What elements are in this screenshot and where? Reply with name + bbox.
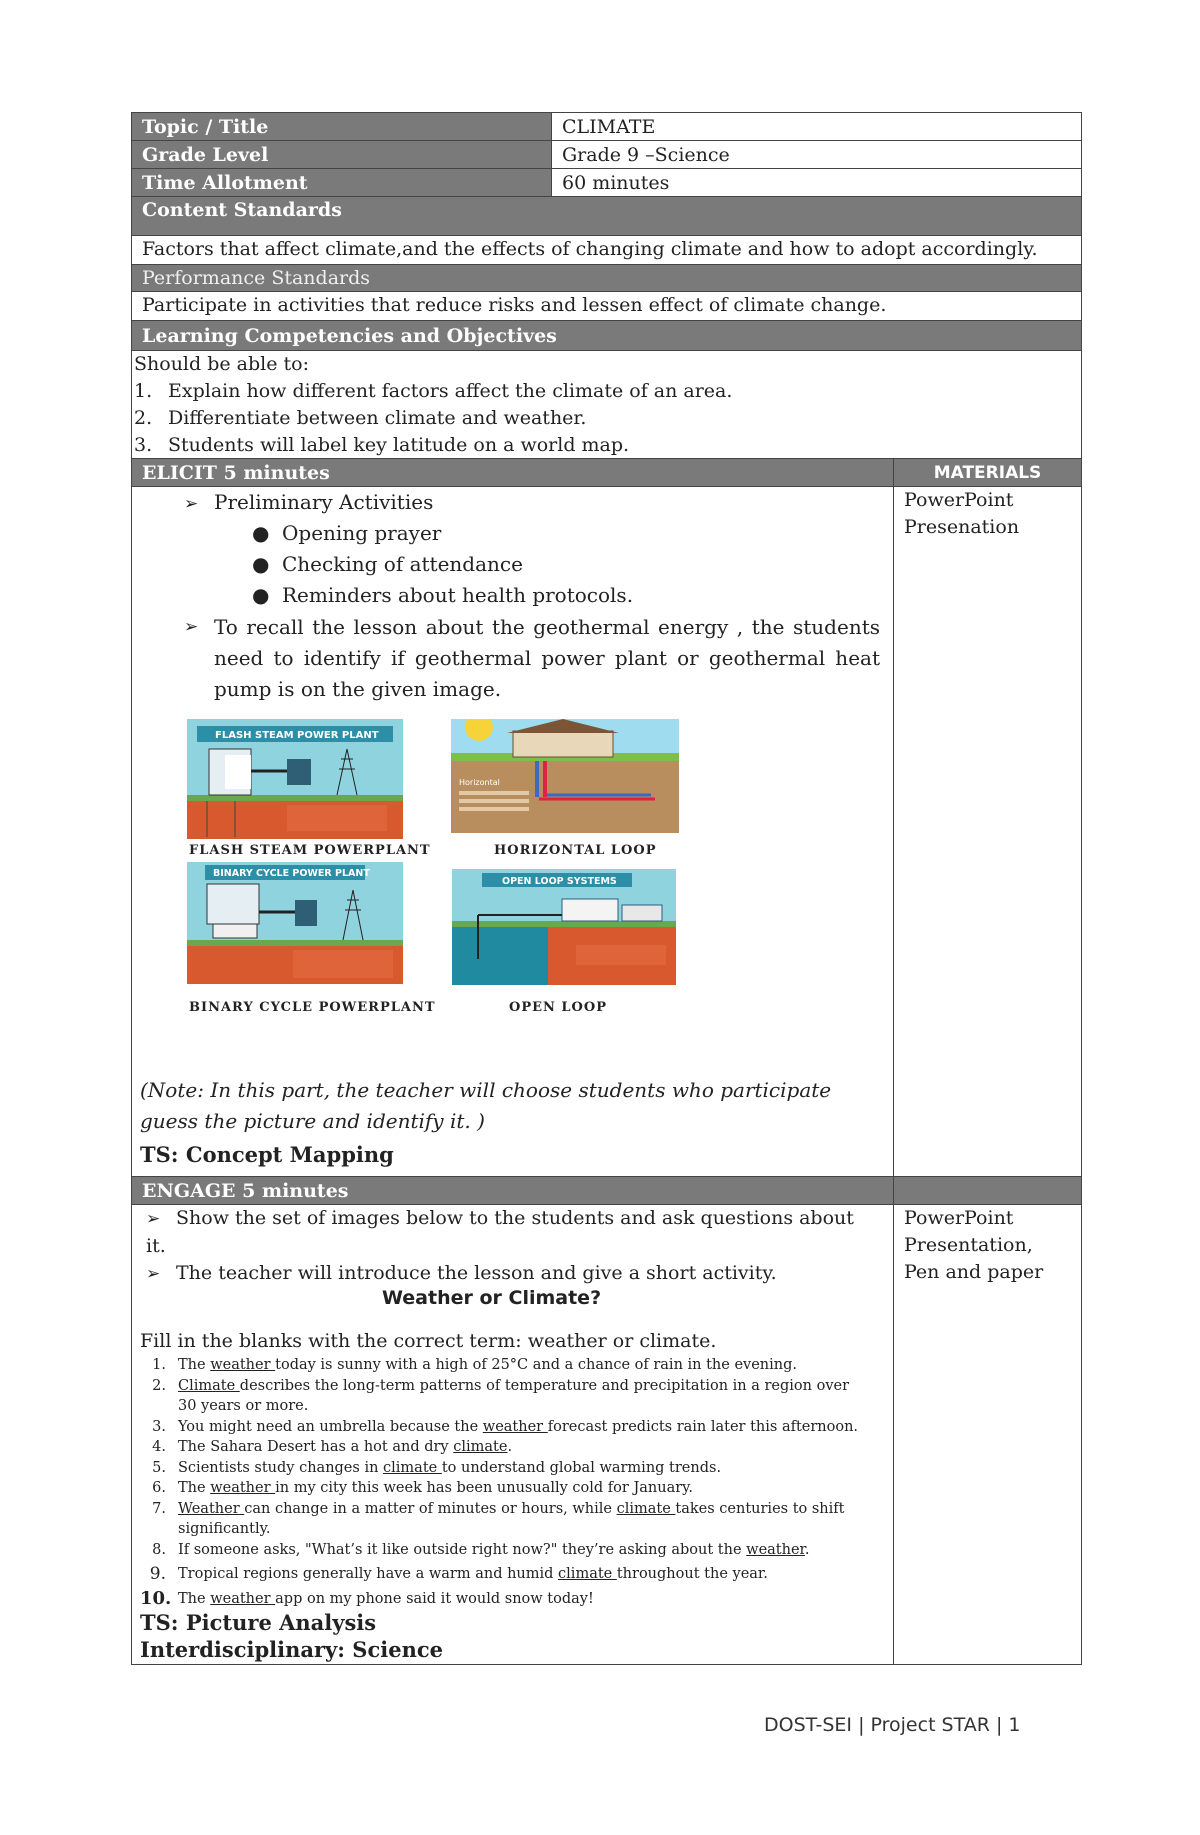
list-item: 2. Differentiate between climate and weather. [134,407,587,429]
flash-steam-image [187,719,403,839]
elicit-heading-row [132,459,1081,487]
preliminary-activities: ➢ Preliminary Activities [184,487,874,520]
learning-heading: Learning Competencies and Objectives [132,321,1081,350]
arrow-bullet-icon: ➢ [184,494,199,514]
activity-instruction: Fill in the blanks with the correct term: weather or climate. [140,1330,717,1352]
lesson-plan-table [131,112,1082,1665]
horizontal-loop-caption: HORIZONTAL LOOP [494,843,657,858]
bullet-icon: ● [252,583,270,607]
content-standards-row [132,236,1081,265]
performance-standards-row [132,292,1081,321]
bullet-icon: ● [252,521,270,545]
flash-steam-banner: FLASH STEAM POWER PLANT [215,730,379,741]
engage-materials-text: PowerPoint Presentation, Pen and paper [904,1207,1044,1283]
list-item: 9. Tropical regions generally have a warm and humid climate throughout the year. [149,1564,768,1584]
arrow-bullet-icon: ➢ [146,1209,161,1229]
list-item: 4. The Sahara Desert has a hot and dry climate. [152,1439,513,1455]
list-item: 8. If someone asks, "What’s it like outside right now?" they’re asking about the weather. [152,1541,810,1558]
binary-cycle-caption: BINARY CYCLE POWERPLANT [189,1000,436,1015]
performance-standards-text: Participate in activities that reduce risks and lessen effect of climate change. [142,294,887,316]
topic-label: Topic / Title [132,113,552,140]
engage-materials [894,1205,1081,1664]
recall-instruction: To recall the lesson about the geothermal energy , the students need to identify if geothermal power plant or geothermal heat pump is on the given image. [214,615,880,701]
content-standards-text: Factors that affect climate,and the effects of changing climate and how to adopt accordingly. [142,238,1038,260]
topic-row [132,113,1081,141]
arrow-bullet-icon: ➢ [184,617,199,637]
engage-body [132,1205,894,1664]
grade-value: Grade 9 –Science [562,143,730,166]
engage-heading-row [132,1177,1081,1205]
content-standards-heading: Content Standards [132,197,1081,235]
learning-heading-row [132,321,1081,351]
list-item: ● Reminders about health protocols. [252,580,852,611]
list-item: 7. Weather can change in a matter of minutes or hours, while climate takes centuries to shift significantly. [152,1500,845,1537]
learning-row [132,351,1081,459]
list-item: 2. Climate describes the long-term patterns of temperature and precipitation in a region over 30 years or more. [152,1377,850,1414]
learning-body [132,351,734,458]
bullet-icon: ● [252,552,270,576]
horizontal-inner-label: Horizontal [459,778,500,787]
learning-intro: Should be able to: [134,353,309,375]
list-item: 3. Students will label key latitude on a world map. [134,434,630,456]
arrow-bullet-icon: ➢ [146,1264,161,1284]
content-standards-heading-row [132,197,1081,236]
list-item: ➢ Show the set of images below to the students and ask questions about it. [146,1207,854,1257]
objective-list [134,378,732,459]
teacher-note: (Note: In this part, the teacher will choose students who participate guess the picture and identify it. ) [140,1078,832,1133]
elicit-materials [894,487,1081,1176]
list-item: 5. Scientists study changes in climate to understand global warming trends. [152,1459,722,1476]
open-loop-image [452,869,676,985]
list-item: ● Opening prayer [252,518,852,549]
list-item: ➢ The teacher will introduce the lesson and give a short activity. [146,1260,876,1288]
engage-row [132,1205,1081,1664]
binary-cycle-image [187,862,403,984]
list-item: ● Checking of attendance [252,549,852,580]
elicit-body [132,487,894,1176]
activity-title: Weather or Climate? [382,1287,602,1309]
engage-ts: TS: Picture Analysis [140,1610,377,1635]
open-loop-caption: OPEN LOOP [509,1000,607,1015]
elicit-ts: TS: Concept Mapping [140,1142,394,1167]
flash-steam-caption: FLASH STEAM POWERPLANT [189,843,431,858]
engage-heading: ENGAGE 5 minutes [132,1177,894,1204]
list-item: 1. Explain how different factors affect the climate of an area. [134,380,733,402]
binary-cycle-banner: BINARY CYCLE POWER PLANT [213,868,370,879]
list-item: 6. The weather in my city this week has been unusually cold for January. [152,1480,694,1496]
grade-row [132,141,1081,169]
list-item: 1. The weather today is sunny with a high of 25°C and a chance of rain in the evening. [152,1357,798,1373]
topic-value: CLIMATE [562,115,656,138]
elicit-row [132,487,1081,1177]
quiz-list [140,1355,860,1609]
interdisciplinary: Interdisciplinary: Science [140,1637,444,1662]
list-item: 10. The weather app on my phone said it would snow today! [140,1587,594,1609]
performance-standards-heading: Performance Standards [132,265,1081,291]
horizontal-loop-image [451,719,679,833]
time-label: Time Allotment [132,169,552,196]
open-loop-banner: OPEN LOOP SYSTEMS [502,876,617,887]
grade-label: Grade Level [132,141,552,168]
materials-heading: MATERIALS [894,459,1081,486]
time-value: 60 minutes [562,171,670,194]
elicit-heading: ELICIT 5 minutes [132,459,894,486]
time-row [132,169,1081,197]
performance-standards-heading-row [132,265,1081,292]
elicit-materials-text: PowerPoint Presenation [904,489,1020,538]
page-footer: DOST-SEI | Project STAR | 1 [764,1714,1021,1736]
list-item: 3. You might need an umbrella because the weather forecast predicts rain later this afternoon. [152,1418,859,1435]
